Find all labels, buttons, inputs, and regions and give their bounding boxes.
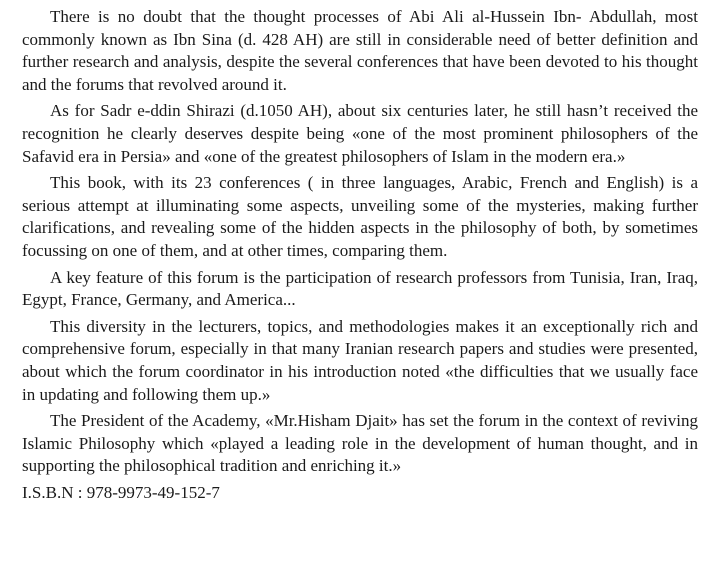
paragraph-book-overview: This book, with its 23 conferences ( in three languages, Arabic, French and English) is a serious attempt at illuminating some aspects, unveiling some of the mysteries, making further clarifications, and revealing some of the hidden aspects in the philosophy of both, by sometimes focussing on one of them, and at other times, comparing them. (22, 173, 698, 260)
isbn-line: I.S.B.N : 978-9973-49-152-7 (22, 482, 220, 502)
paragraph-participants: A key feature of this forum is the participation of research professors from Tunisia, Iran, Iraq, Egypt, France, Germany, and America... (22, 267, 698, 310)
paragraph-diversity: This diversity in the lecturers, topics, and methodologies makes it an exceptionally rich and comprehensive forum, especially in that many Iranian research papers and studies were presented, about which the forum coordinator in his introduction noted «the difficulties that we usually face in updating and following them up.» (22, 316, 698, 404)
paragraph-ibn-sina: There is no doubt that the thought processes of Abi Ali al-Hussein Ibn- Abdullah, most commonly known as Ibn Sina (d. 428 AH) are still in considerable need of better definition and further research and analysis, despite the several conferences that have been devoted to his thought and the forums that revolved around it. (22, 7, 698, 94)
paragraph-president: The President of the Academy, «Mr.Hisham Djait» has set the forum in the context of reviving Islamic Philosophy which «played a leading role in the development of human thought, and in supporting the philosophical tradition and enriching it.» (22, 411, 698, 476)
paragraph-shirazi: As for Sadr e-ddin Shirazi (d.1050 AH), about six centuries later, he still hasn’t received the recognition he clearly deserves despite being «one of the most prominent philosophers of the Safavid era in Persia» and «one of the greatest philosophers of Islam in the modern era.» (22, 101, 698, 166)
document-body (22, 6, 698, 504)
